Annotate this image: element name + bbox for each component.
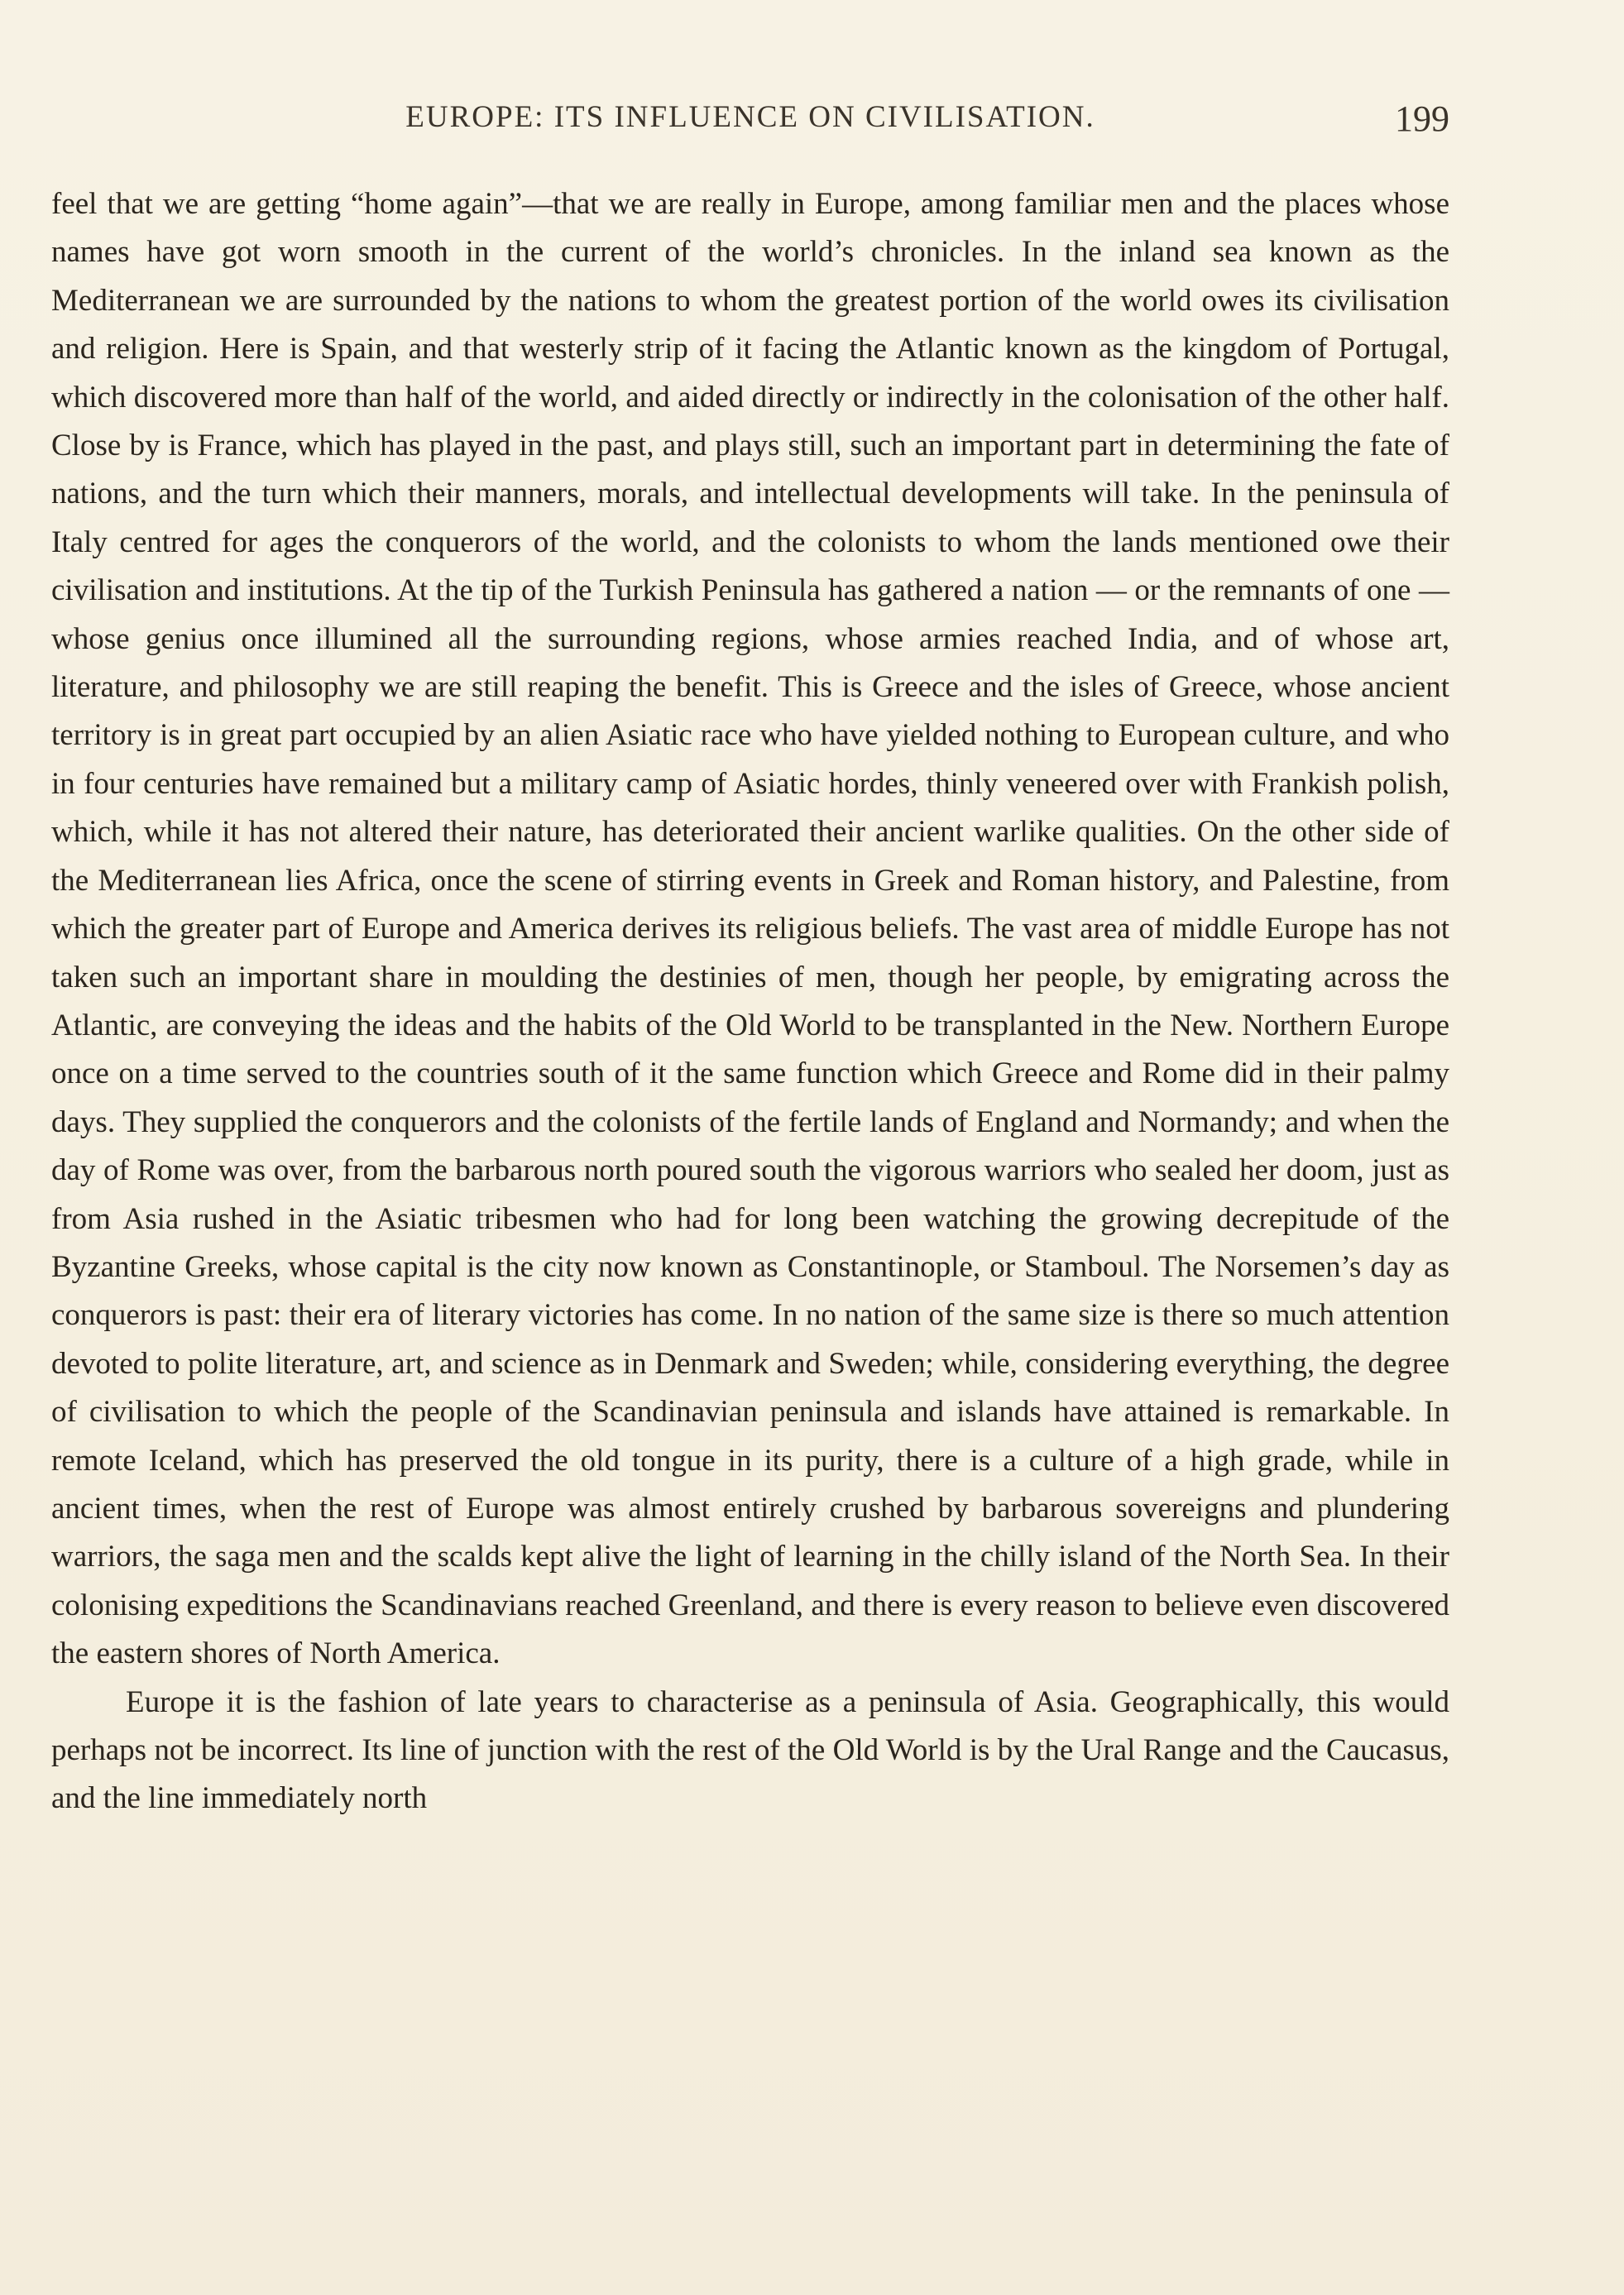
- body-text: [51, 180, 1449, 1823]
- running-title: EUROPE: ITS INFLUENCE ON CIVILISATION.: [405, 100, 1095, 134]
- paragraph: feel that we are getting “home again”—that we are really in Europe, among familiar men and the places whose names have got worn smooth in the current of the world’s chronicles. In the inland sea known as the Mediterranean we are surrounded by the nations to whom the greatest portion of the world owes its civilisation and religion. Here is Spain, and that westerly strip of it facing the Atlantic known as the kingdom of Portugal, which discovered more than half of the world, and aided directly or indirectly in the colonisation of the other half. Close by is France, which has played in the past, and plays still, such an important part in determining the fate of nations, and the turn which their manners, morals, and intellectual developments will take. In the peninsula of Italy centred for ages the conquerors of the world, and the colonists to whom the lands mentioned owe their civilisation and institutions. At the tip of the Turkish Peninsula has gathered a nation — or the remnants of one — whose genius once illumined all the surrounding regions, whose armies reached India, and of whose art, literature, and philosophy we are still reaping the benefit. This is Greece and the isles of Greece, whose ancient territory is in great part occupied by an alien Asiatic race who have yielded nothing to European culture, and who in four centuries have remained but a military camp of Asiatic hordes, thinly veneered over with Frankish polish, which, while it has not altered their nature, has deteriorated their ancient warlike qualities. On the other side of the Mediterranean lies Africa, once the scene of stirring events in Greek and Roman history, and Palestine, from which the greater part of Europe and America derives its religious beliefs. The vast area of middle Europe has not taken such an important share in moulding the destinies of men, though her people, by emigrating across the Atlantic, are conveying the ideas and the habits of the Old World to be transplanted in the New. Northern Europe once on a time served to the countries south of it the same function which Greece and Rome did in their palmy days. They supplied the conquerors and the colonists of the fertile lands of England and Normandy; and when the day of Rome was over, from the barbarous north poured south the vigorous warriors who sealed her doom, just as from Asia rushed in the Asiatic tribesmen who had for long been watching the growing decrepitude of the Byzantine Greeks, whose capital is the city now known as Constantinople, or Stamboul. The Norsemen’s day as conquerors is past: their era of literary victories has come. In no nation of the same size is there so much attention devoted to polite literature, art, and science as in Denmark and Sweden; while, considering everything, the degree of civilisation to which the people of the Scandinavian peninsula and islands have attained is remarkable. In remote Iceland, which has preserved the old tongue in its purity, there is a culture of a high grade, while in ancient times, when the rest of Europe was almost entirely crushed by barbarous sovereigns and plundering warriors, the saga men and the scalds kept alive the light of learning in the chilly island of the North Sea. In their colonising expeditions the Scandinavians reached Greenland, and there is every reason to believe even discovered the eastern shores of North America.: [51, 187, 1449, 1671]
- page-number: 199: [1395, 98, 1449, 139]
- running-head: [51, 99, 1449, 149]
- paragraph: Europe it is the fashion of late years to characterise as a peninsula of Asia. Geographically, this would perhaps not be incorrect. Its line of junction with the rest of the Old World is by the Ural Range and the Caucasus, and the line immediately north: [51, 1684, 1449, 1816]
